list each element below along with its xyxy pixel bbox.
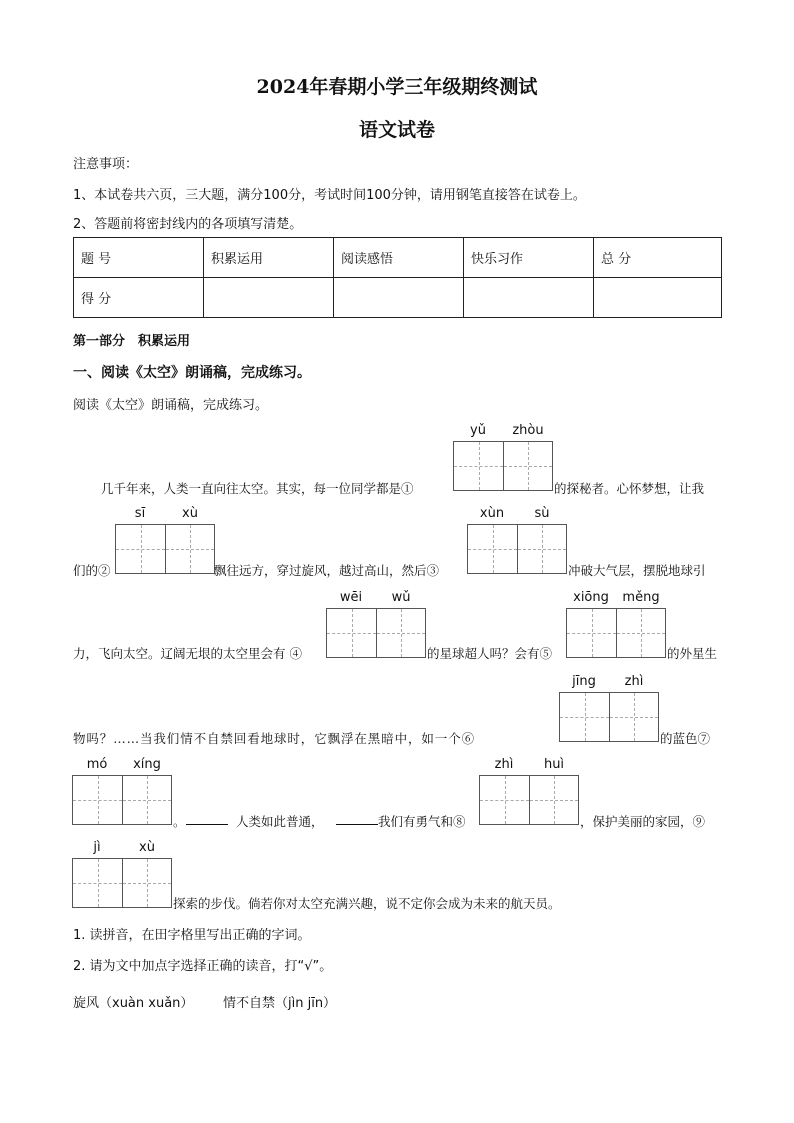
passage-line-3c: 的外星生	[667, 646, 718, 661]
pinyin-label: huì	[543, 757, 565, 772]
score-table-header-row	[74, 238, 722, 278]
pinyin-label: měng	[622, 590, 660, 605]
score-header-cell: 题 号	[74, 238, 204, 278]
pinyin-label: xíng	[133, 757, 161, 772]
pinyin-label: mó	[86, 757, 108, 772]
score-input-cell[interactable]	[594, 278, 722, 318]
score-table	[73, 237, 722, 318]
score-header-cell: 阅读感悟	[334, 238, 464, 278]
tianzige-answer-box-2[interactable]	[115, 524, 215, 574]
score-table-score-row	[74, 278, 722, 318]
tianzige-answer-box-7[interactable]	[72, 775, 172, 825]
fill-blank-2[interactable]	[336, 824, 378, 825]
passage-line-5d: ，保护美丽的家园，⑨	[580, 814, 706, 829]
page-subtitle: 语文试卷	[358, 119, 435, 141]
notes-line-1: 1、本试卷共六页，三大题，满分100分，考试时间100分钟，请用钢笔直接答在试卷上。	[73, 188, 586, 203]
notes-line-2: 2、答题前将密封线内的各项填写清楚。	[73, 217, 303, 232]
question-1-title: 一、阅读《太空》朗诵稿，完成练习。	[73, 365, 311, 381]
passage-line-3b: 的星球超人吗？会有⑤	[427, 646, 553, 661]
passage-line-5c: 我们有勇气和⑧	[378, 814, 466, 829]
pinyin-label: zhòu	[512, 423, 544, 438]
sub-question-2: 2. 请为文中加点字选择正确的读音，打“√”。	[73, 959, 333, 974]
sub-question-1: 1. 读拼音，在田字格里写出正确的字词。	[73, 928, 311, 943]
pinyin-label: jīng	[572, 674, 596, 689]
pinyin-label: zhì	[494, 757, 514, 772]
pinyin-label: yǔ	[470, 423, 486, 438]
pinyin-label: xù	[139, 840, 155, 855]
pinyin-label: xiōng	[573, 590, 609, 605]
passage-line-2a: 们的②	[73, 563, 111, 578]
pinyin-label: sù	[534, 506, 550, 521]
pinyin-label: xùn	[479, 506, 505, 521]
tianzige-answer-box-6[interactable]	[559, 692, 659, 742]
passage-line-3a: 力，飞向太空。辽阔无垠的太空里会有 ④	[73, 646, 302, 661]
pronunciation-option-2[interactable]: 情不自禁（jìn jīn）	[223, 996, 337, 1011]
passage-line-2c: 冲破大气层，摆脱地球引	[568, 563, 706, 578]
tianzige-answer-box-3[interactable]	[467, 524, 567, 574]
passage-line-4a: 物吗？……当我们情不自禁回看地球时，它飘浮在黑暗中，如一个⑥	[73, 731, 476, 746]
page-title: 2024年春期小学三年级期终测试	[256, 76, 538, 98]
passage-line-1b: 的探秘者。心怀梦想，让我	[554, 481, 705, 496]
passage-line-5a: 。	[173, 814, 186, 829]
tianzige-answer-box-4[interactable]	[326, 608, 426, 658]
pinyin-label: wǔ	[391, 590, 411, 605]
question-1-intro: 阅读《太空》朗诵稿，完成练习。	[73, 398, 269, 413]
pronunciation-option-1[interactable]: 旋风（xuàn xuǎn）	[73, 996, 194, 1011]
score-row-label: 得 分	[74, 278, 204, 318]
fill-blank-1[interactable]	[186, 824, 228, 825]
score-header-cell: 总 分	[594, 238, 722, 278]
tianzige-answer-box-8[interactable]	[479, 775, 579, 825]
score-input-cell[interactable]	[464, 278, 594, 318]
tianzige-answer-box-9[interactable]	[72, 858, 172, 908]
notes-heading: 注意事项：	[73, 157, 139, 172]
tianzige-answer-box-5[interactable]	[566, 608, 666, 658]
score-header-cell: 积累运用	[204, 238, 334, 278]
passage-line-1a: 几千年来，人类一直向往太空。其实，每一位同学都是①	[101, 481, 414, 496]
part1-heading: 第一部分 积累运用	[73, 334, 191, 349]
score-input-cell[interactable]	[334, 278, 464, 318]
score-input-cell[interactable]	[204, 278, 334, 318]
score-header-cell: 快乐习作	[464, 238, 594, 278]
pinyin-label: jì	[93, 840, 101, 855]
pinyin-label: sī	[134, 506, 146, 521]
passage-line-4b: 的蓝色⑦	[660, 731, 711, 746]
tianzige-answer-box-1[interactable]	[453, 441, 553, 491]
pinyin-label: wēi	[339, 590, 363, 605]
passage-line-2b: 飘往远方，穿过旋风，越过高山，然后③	[214, 563, 440, 578]
pinyin-label: xù	[182, 506, 198, 521]
pinyin-label: zhì	[624, 674, 644, 689]
passage-line-5b: 人类如此普通，	[236, 814, 324, 829]
passage-line-6: 探索的步伐。倘若你对太空充满兴趣，说不定你会成为未来的航天员。	[173, 896, 561, 911]
